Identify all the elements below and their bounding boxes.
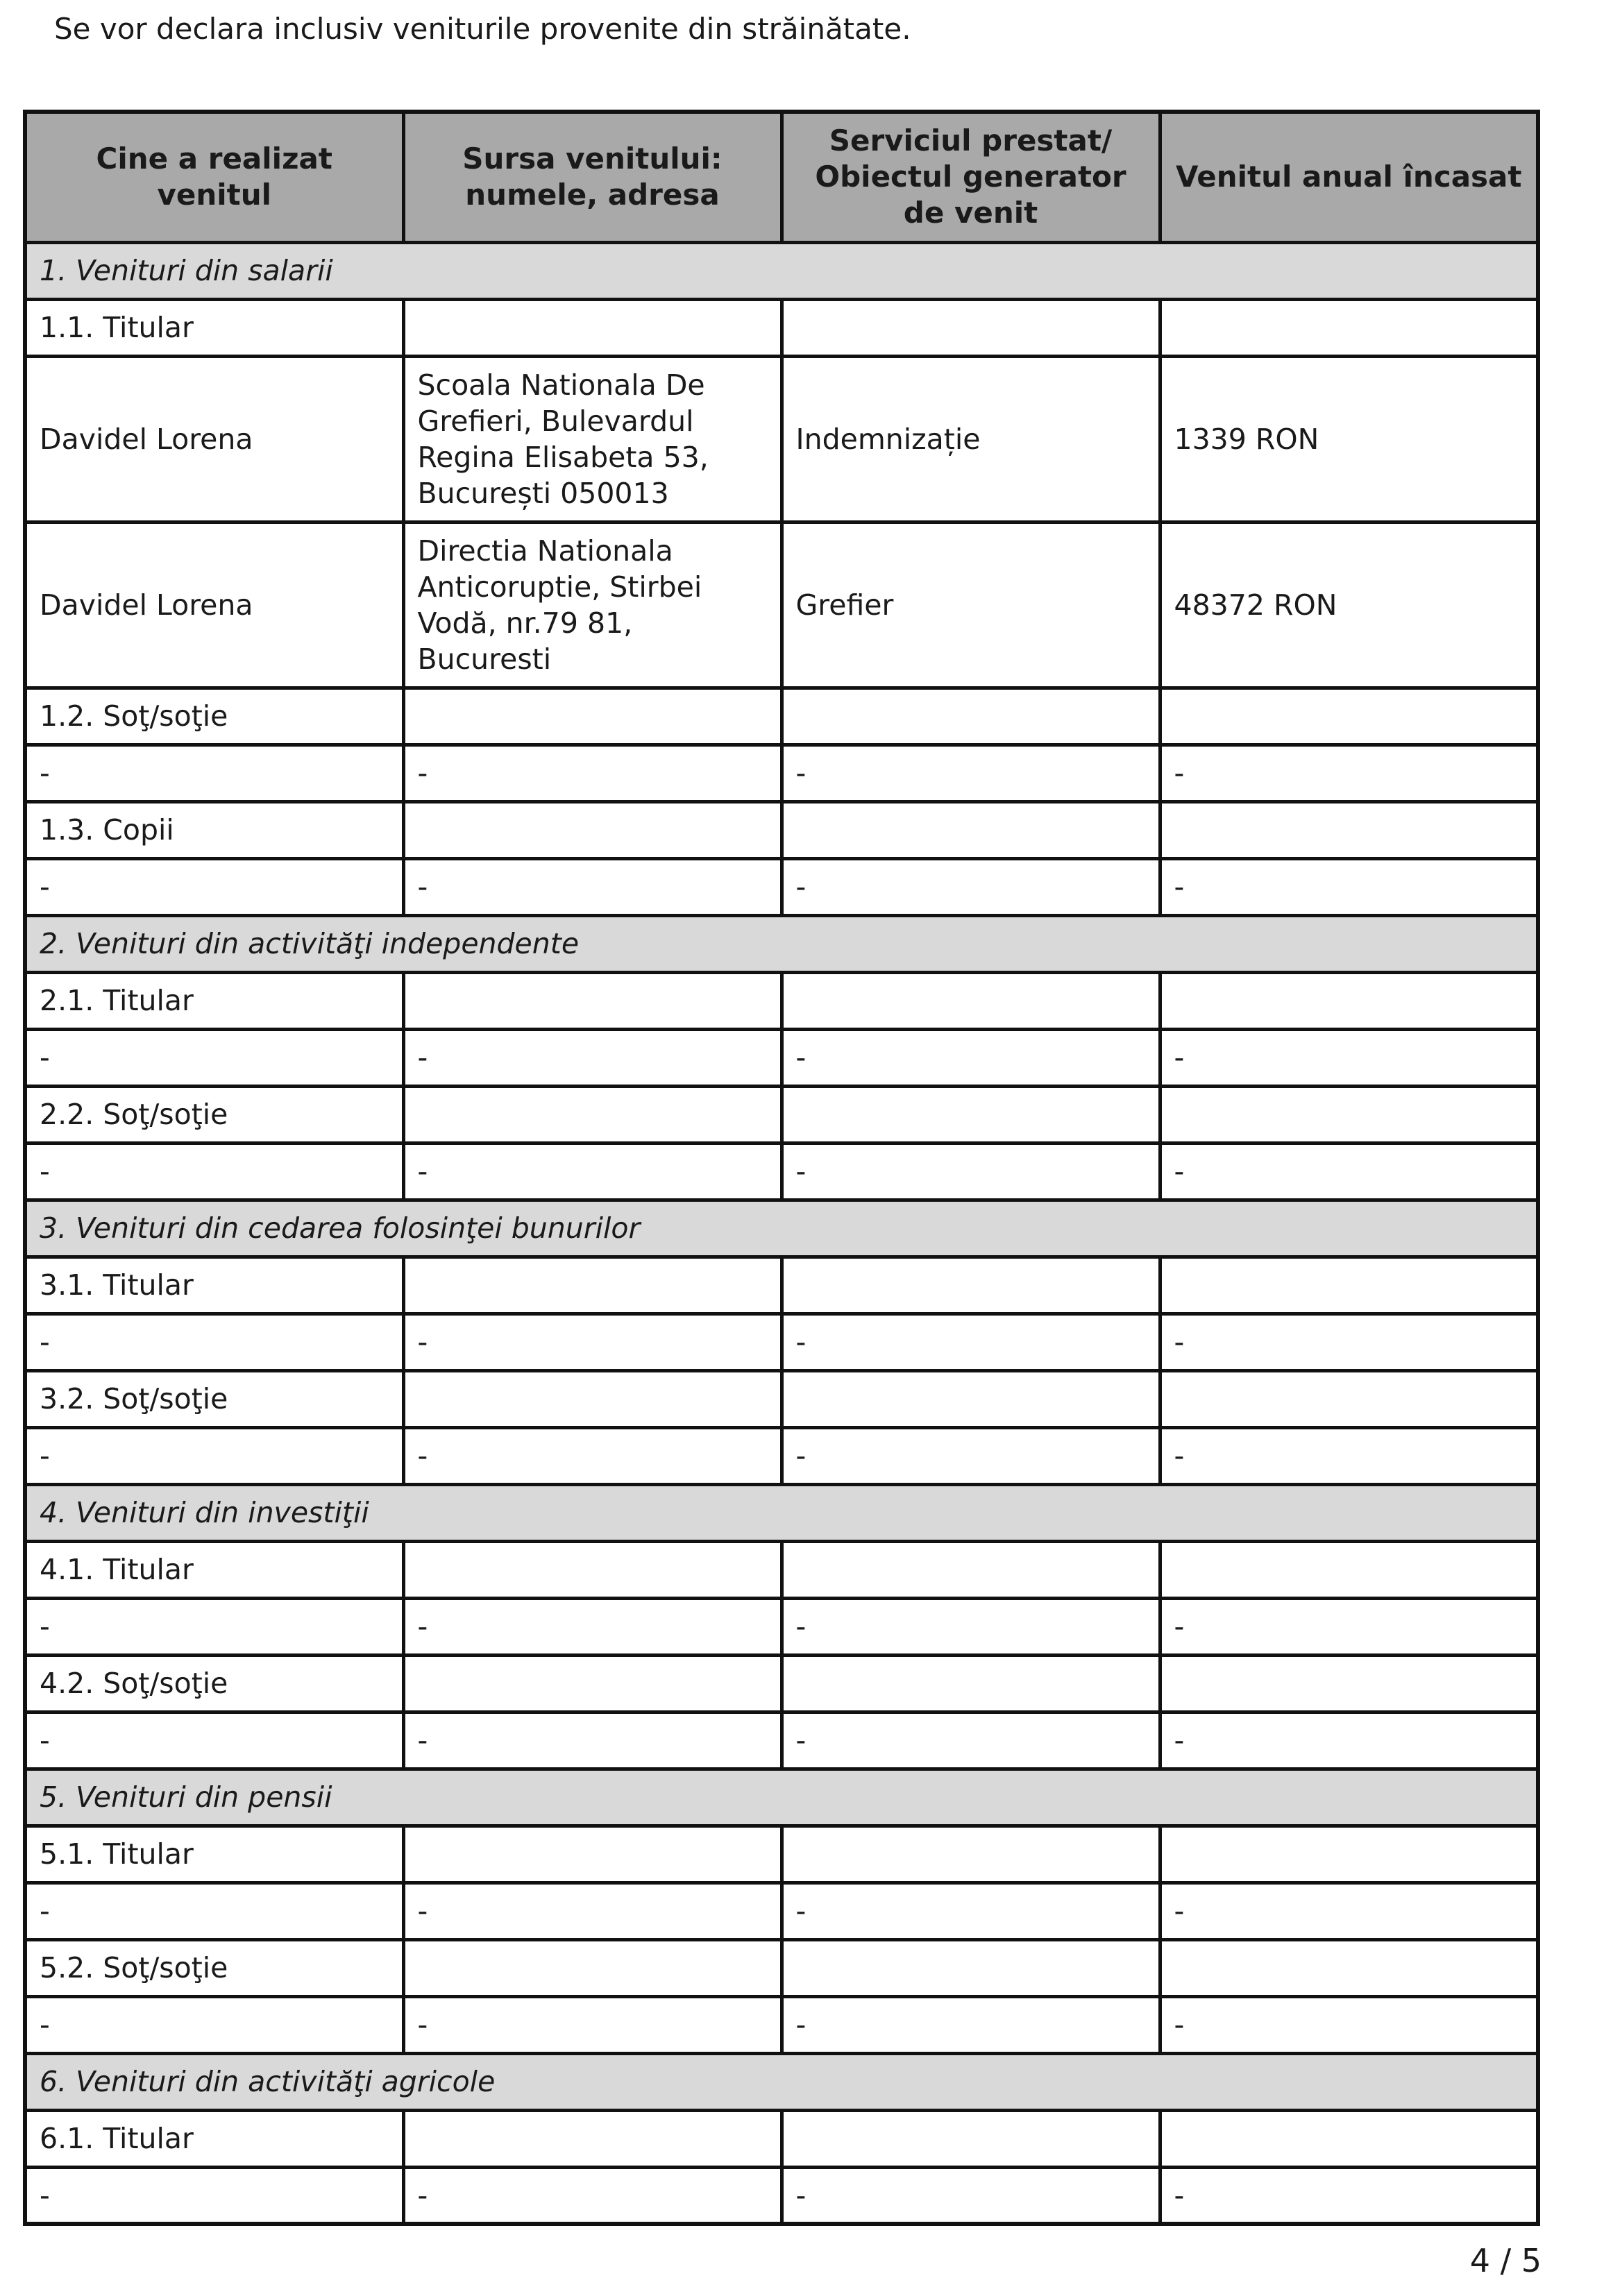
empty-cell xyxy=(782,1257,1160,1313)
section-row xyxy=(25,1769,1538,1826)
table-row xyxy=(25,1996,1538,2053)
service-cell: - xyxy=(782,1996,1160,2053)
empty-cell xyxy=(403,1826,782,1882)
empty-cell xyxy=(403,1370,782,1427)
earner-cell: - xyxy=(25,1029,403,1086)
source-cell: - xyxy=(403,1427,782,1484)
section-row xyxy=(25,1484,1538,1541)
empty-cell xyxy=(1160,299,1538,356)
amount-cell: 48372 RON xyxy=(1160,522,1538,688)
empty-cell xyxy=(782,1655,1160,1712)
table-body xyxy=(25,242,1538,2224)
empty-cell xyxy=(403,801,782,858)
empty-cell xyxy=(1160,972,1538,1029)
source-cell: - xyxy=(403,1598,782,1655)
earner-cell: - xyxy=(25,2167,403,2224)
section-title: 2. Venituri din activităţi independente xyxy=(25,915,1538,972)
empty-cell xyxy=(782,299,1160,356)
table-header-row xyxy=(25,112,1538,242)
group-label: 4.2. Soţ/soţie xyxy=(25,1655,403,1712)
service-cell: - xyxy=(782,1712,1160,1769)
service-cell: Indemnizație xyxy=(782,356,1160,522)
empty-cell xyxy=(1160,1541,1538,1598)
amount-cell: - xyxy=(1160,1029,1538,1086)
section-row xyxy=(25,2053,1538,2110)
table-row xyxy=(25,745,1538,801)
group-label: 5.1. Titular xyxy=(25,1826,403,1882)
earner-cell: - xyxy=(25,1882,403,1939)
group-row xyxy=(25,1826,1538,1882)
service-cell: - xyxy=(782,1598,1160,1655)
source-cell: - xyxy=(403,1143,782,1200)
service-cell: - xyxy=(782,745,1160,801)
section-row xyxy=(25,242,1538,299)
group-label: 6.1. Titular xyxy=(25,2110,403,2167)
source-cell: - xyxy=(403,1029,782,1086)
group-label: 1.1. Titular xyxy=(25,299,403,356)
empty-cell xyxy=(782,1541,1160,1598)
table-row xyxy=(25,1598,1538,1655)
empty-cell xyxy=(782,688,1160,745)
section-title: 5. Venituri din pensii xyxy=(25,1769,1538,1826)
header-income-earner: Cine a realizat venitul xyxy=(25,112,403,242)
earner-cell: - xyxy=(25,858,403,915)
empty-cell xyxy=(403,688,782,745)
group-row xyxy=(25,801,1538,858)
empty-cell xyxy=(403,1086,782,1143)
section-title: 4. Venituri din investiţii xyxy=(25,1484,1538,1541)
amount-cell: - xyxy=(1160,2167,1538,2224)
service-cell: Grefier xyxy=(782,522,1160,688)
table-row xyxy=(25,858,1538,915)
table-row xyxy=(25,522,1538,688)
table-row xyxy=(25,2167,1538,2224)
section-row xyxy=(25,915,1538,972)
service-cell: - xyxy=(782,1143,1160,1200)
table-row xyxy=(25,1427,1538,1484)
table-row xyxy=(25,1882,1538,1939)
empty-cell xyxy=(1160,1086,1538,1143)
group-row xyxy=(25,1257,1538,1313)
group-row xyxy=(25,972,1538,1029)
amount-cell: 1339 RON xyxy=(1160,356,1538,522)
header-service-provided: Serviciul prestat/ Obiectul generator de venit xyxy=(782,112,1160,242)
group-label: 2.2. Soţ/soţie xyxy=(25,1086,403,1143)
earner-cell: Davidel Lorena xyxy=(25,356,403,522)
earner-cell: - xyxy=(25,1313,403,1370)
table-row xyxy=(25,1029,1538,1086)
earner-cell: - xyxy=(25,1712,403,1769)
earner-cell: - xyxy=(25,1996,403,2053)
empty-cell xyxy=(1160,688,1538,745)
source-cell: - xyxy=(403,1882,782,1939)
source-cell: - xyxy=(403,858,782,915)
group-row xyxy=(25,1939,1538,1996)
empty-cell xyxy=(403,1541,782,1598)
amount-cell: - xyxy=(1160,858,1538,915)
empty-cell xyxy=(403,1257,782,1313)
empty-cell xyxy=(1160,801,1538,858)
group-label: 1.2. Soţ/soţie xyxy=(25,688,403,745)
amount-cell: - xyxy=(1160,1313,1538,1370)
empty-cell xyxy=(1160,1826,1538,1882)
intro-note: Se vor declara inclusiv veniturile provenite din străinătate. xyxy=(54,12,911,46)
empty-cell xyxy=(782,1370,1160,1427)
source-cell: Scoala Nationala De Grefieri, Bulevardul Regina Elisabeta 53, București 050013 xyxy=(403,356,782,522)
group-row xyxy=(25,2110,1538,2167)
group-label: 1.3. Copii xyxy=(25,801,403,858)
empty-cell xyxy=(1160,1655,1538,1712)
empty-cell xyxy=(782,1939,1160,1996)
section-title: 6. Venituri din activităţi agricole xyxy=(25,2053,1538,2110)
empty-cell xyxy=(403,972,782,1029)
group-row xyxy=(25,299,1538,356)
group-label: 2.1. Titular xyxy=(25,972,403,1029)
group-row xyxy=(25,1370,1538,1427)
source-cell: - xyxy=(403,1996,782,2053)
source-cell: - xyxy=(403,1712,782,1769)
empty-cell xyxy=(1160,1257,1538,1313)
header-income-source: Sursa venitului: numele, adresa xyxy=(403,112,782,242)
table-row xyxy=(25,1313,1538,1370)
amount-cell: - xyxy=(1160,1143,1538,1200)
empty-cell xyxy=(1160,1370,1538,1427)
group-label: 5.2. Soţ/soţie xyxy=(25,1939,403,1996)
empty-cell xyxy=(1160,1939,1538,1996)
amount-cell: - xyxy=(1160,1427,1538,1484)
empty-cell xyxy=(403,1939,782,1996)
empty-cell xyxy=(782,2110,1160,2167)
service-cell: - xyxy=(782,2167,1160,2224)
source-cell: - xyxy=(403,745,782,801)
group-row xyxy=(25,1541,1538,1598)
service-cell: - xyxy=(782,1427,1160,1484)
section-title: 1. Venituri din salarii xyxy=(25,242,1538,299)
earner-cell: - xyxy=(25,1427,403,1484)
group-label: 3.2. Soţ/soţie xyxy=(25,1370,403,1427)
empty-cell xyxy=(403,299,782,356)
group-row xyxy=(25,688,1538,745)
amount-cell: - xyxy=(1160,1996,1538,2053)
service-cell: - xyxy=(782,858,1160,915)
section-row xyxy=(25,1200,1538,1257)
empty-cell xyxy=(782,1826,1160,1882)
empty-cell xyxy=(403,1655,782,1712)
group-label: 4.1. Titular xyxy=(25,1541,403,1598)
table-row xyxy=(25,1712,1538,1769)
group-label: 3.1. Titular xyxy=(25,1257,403,1313)
source-cell: - xyxy=(403,2167,782,2224)
page-number: 4 / 5 xyxy=(1469,2242,1542,2279)
service-cell: - xyxy=(782,1313,1160,1370)
amount-cell: - xyxy=(1160,1882,1538,1939)
amount-cell: - xyxy=(1160,745,1538,801)
table-row xyxy=(25,356,1538,522)
empty-cell xyxy=(782,801,1160,858)
group-row xyxy=(25,1655,1538,1712)
source-cell: - xyxy=(403,1313,782,1370)
empty-cell xyxy=(782,1086,1160,1143)
earner-cell: - xyxy=(25,1143,403,1200)
empty-cell xyxy=(403,2110,782,2167)
service-cell: - xyxy=(782,1029,1160,1086)
group-row xyxy=(25,1086,1538,1143)
empty-cell xyxy=(1160,2110,1538,2167)
earner-cell: - xyxy=(25,745,403,801)
earner-cell: - xyxy=(25,1598,403,1655)
amount-cell: - xyxy=(1160,1712,1538,1769)
source-cell: Directia Nationala Anticoruptie, Stirbei Vodă, nr.79 81, Bucuresti xyxy=(403,522,782,688)
earner-cell: Davidel Lorena xyxy=(25,522,403,688)
table-row xyxy=(25,1143,1538,1200)
header-annual-income: Venitul anual încasat xyxy=(1160,112,1538,242)
income-table xyxy=(23,110,1540,2226)
section-title: 3. Venituri din cedarea folosinţei bunurilor xyxy=(25,1200,1538,1257)
service-cell: - xyxy=(782,1882,1160,1939)
amount-cell: - xyxy=(1160,1598,1538,1655)
empty-cell xyxy=(782,972,1160,1029)
